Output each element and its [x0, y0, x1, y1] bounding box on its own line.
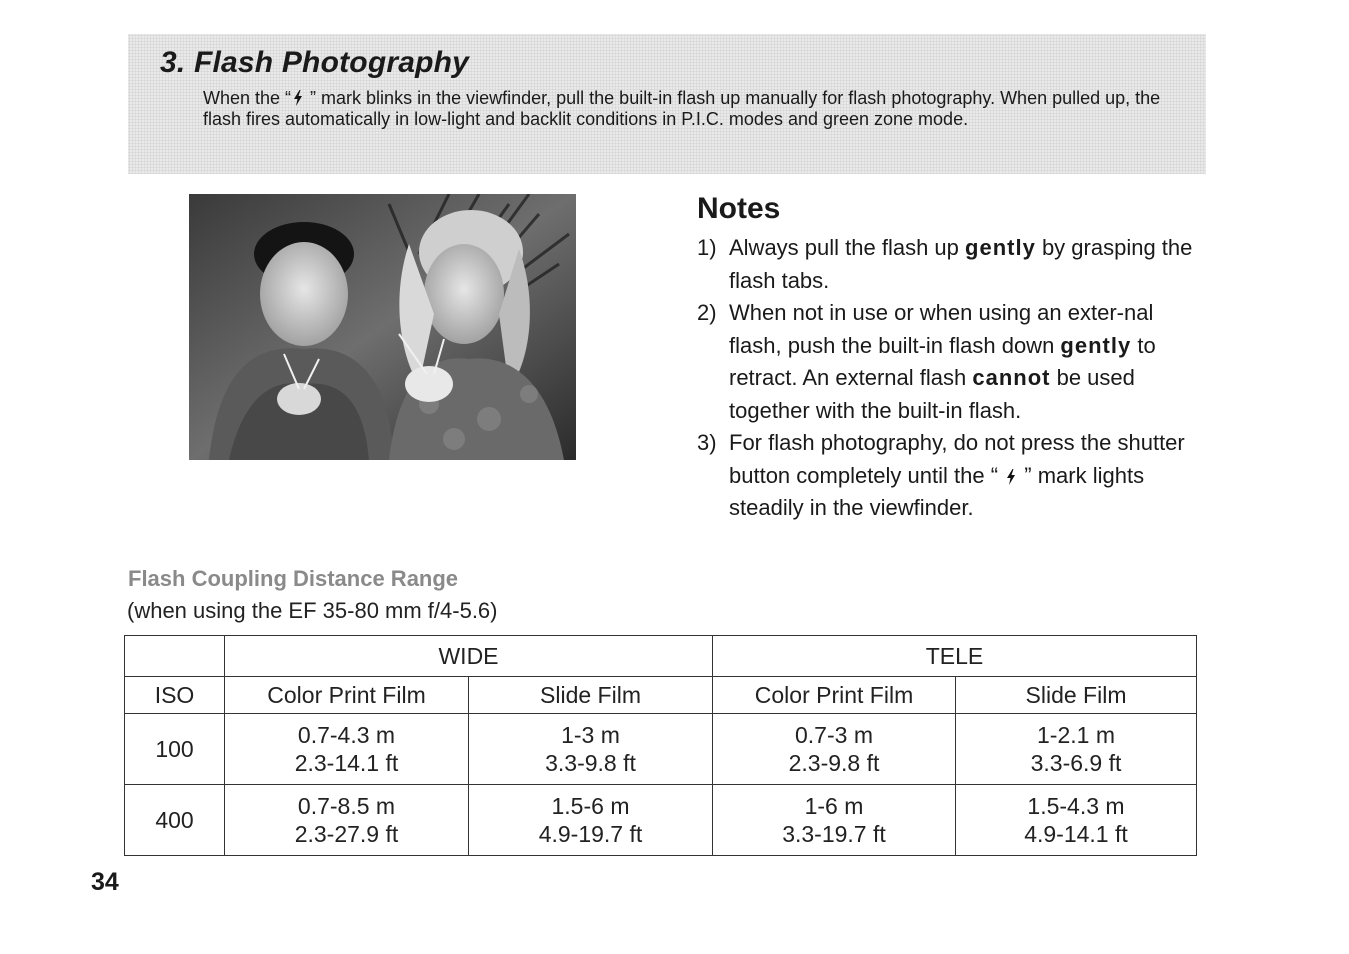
table-corner-cell	[125, 636, 225, 677]
column-header-tele-slide: Slide Film	[956, 677, 1197, 714]
range-cell: 1.5-4.3 m 4.9-14.1 ft	[956, 785, 1197, 856]
iso-cell: 400	[125, 785, 225, 856]
table-group-header-row	[125, 636, 1197, 677]
section-intro: When the “ ” mark blinks in the viewfinder, pull the built-in flash up manually for flash photography. When pulled up, the flash fires automatically in low-light and backlit conditions in P.I.C. modes and green zone mode.	[203, 88, 1161, 129]
column-header-wide-slide: Slide Film	[469, 677, 713, 714]
column-header-wide-color-print: Color Print Film	[225, 677, 469, 714]
note-item-3: 3) For flash photography, do not press the shutter button completely until the “ ” mark lights steadily in the viewfinder.	[697, 427, 1197, 525]
range-subtitle: (when using the EF 35-80 mm f/4-5.6)	[127, 598, 498, 623]
note-emphasis: gently	[965, 235, 1036, 260]
range-cell: 1.5-6 m 4.9-19.7 ft	[469, 785, 713, 856]
flash-range-table	[124, 635, 1197, 856]
table-column-header-row	[125, 677, 1197, 714]
table-row	[125, 785, 1197, 856]
range-cell: 0.7-4.3 m 2.3-14.1 ft	[225, 714, 469, 785]
group-header-tele: TELE	[713, 636, 1197, 677]
note-item-2: 2) When not in use or when using an exter-nal flash, push the built-in flash down gently to retract. An external flash cannot be used together with the built-in flash.	[697, 297, 1197, 427]
note-emphasis: cannot	[972, 365, 1051, 390]
notes-title: Notes	[697, 192, 781, 225]
section-title: 3. Flash Photography	[160, 46, 470, 79]
column-header-iso: ISO	[125, 677, 225, 714]
note-number: 1)	[697, 235, 717, 260]
iso-cell: 100	[125, 714, 225, 785]
range-cell: 0.7-3 m 2.3-9.8 ft	[713, 714, 956, 785]
page-number: 34	[91, 868, 119, 896]
range-cell: 1-2.1 m 3.3-6.9 ft	[956, 714, 1197, 785]
range-cell: 0.7-8.5 m 2.3-27.9 ft	[225, 785, 469, 856]
group-header-wide: WIDE	[225, 636, 713, 677]
photo-two-women-with-drinks	[189, 194, 576, 460]
table-row	[125, 714, 1197, 785]
note-number: 3)	[697, 430, 717, 455]
flash-bolt-icon	[293, 90, 303, 106]
note-emphasis: gently	[1060, 332, 1132, 358]
column-header-tele-color-print: Color Print Film	[713, 677, 956, 714]
range-title: Flash Coupling Distance Range	[128, 566, 459, 591]
notes-list	[697, 232, 1197, 525]
flash-bolt-icon	[1006, 469, 1016, 485]
range-cell: 1-6 m 3.3-19.7 ft	[713, 785, 956, 856]
note-item-1: 1) Always pull the flash up gently by grasping the flash tabs.	[697, 232, 1197, 297]
note-number: 2)	[697, 300, 717, 325]
range-cell: 1-3 m 3.3-9.8 ft	[469, 714, 713, 785]
